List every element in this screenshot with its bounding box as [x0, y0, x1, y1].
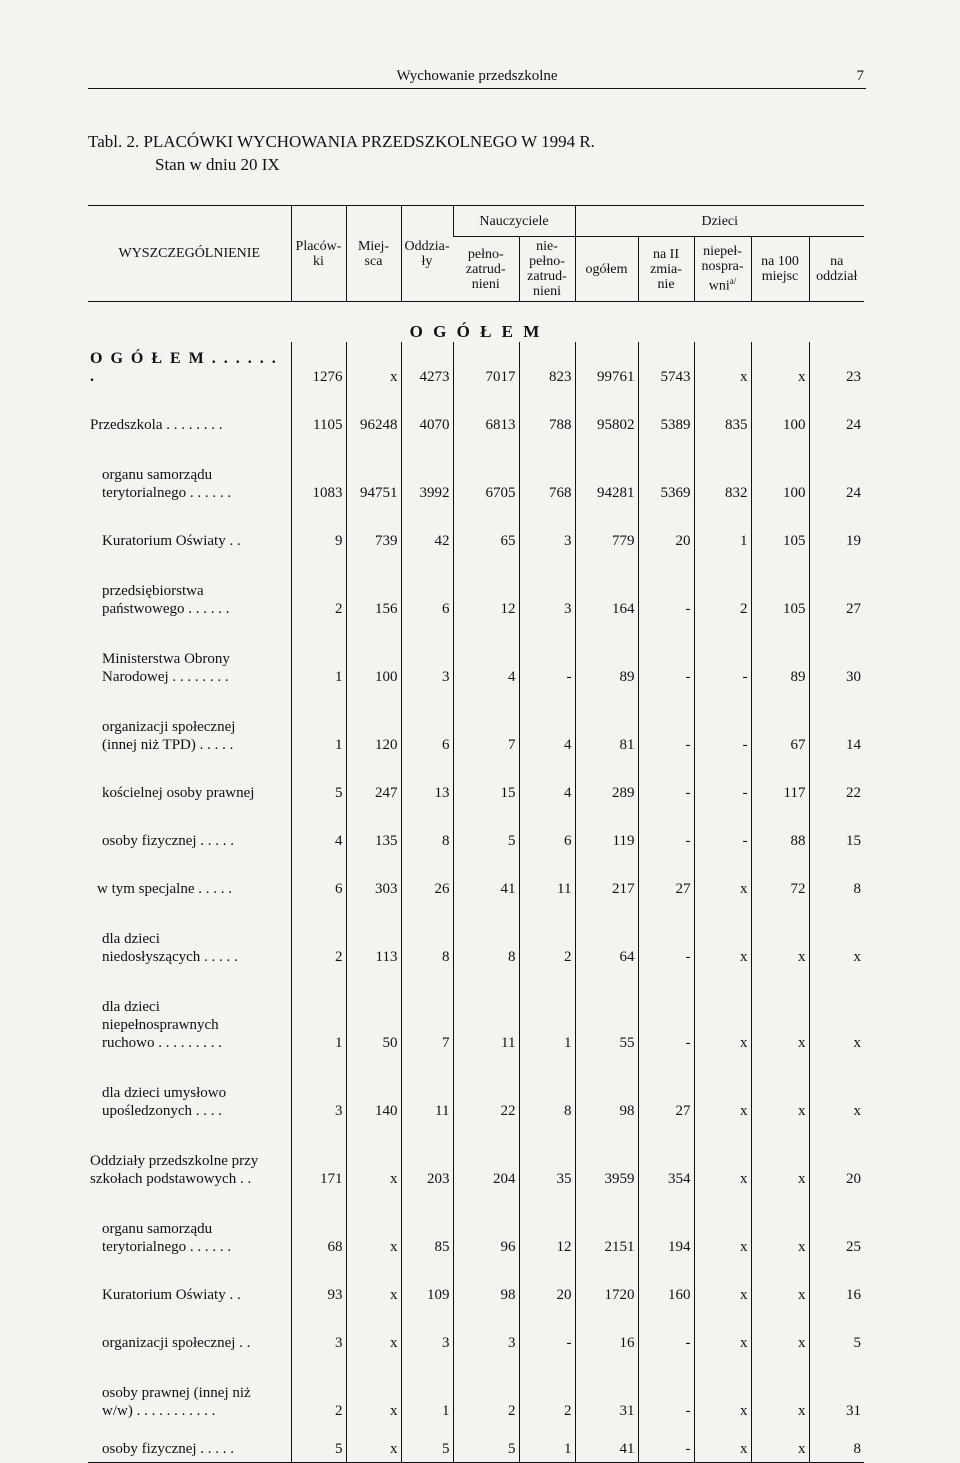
- row-label: [88, 1260, 291, 1308]
- cell-value: 100: [346, 622, 401, 690]
- cell-value: 247: [346, 758, 401, 806]
- cell-value: 14: [809, 690, 864, 758]
- header-wyszczegolnienie: WYSZCZEGÓLNIENIE: [88, 206, 291, 302]
- cell-value: 3992: [401, 438, 453, 506]
- header-miejsca: Miej- sca: [346, 206, 401, 302]
- cell-value: x: [346, 1424, 401, 1463]
- cell-value: 93: [291, 1260, 346, 1308]
- cell-value: x: [751, 902, 809, 970]
- cell-value: 739: [346, 506, 401, 554]
- cell-value: 6: [291, 854, 346, 902]
- cell-value: 105: [751, 554, 809, 622]
- table-subtitle: Stan w dniu 20 IX: [155, 155, 280, 174]
- cell-value: 95802: [575, 390, 638, 438]
- table-row: [88, 1308, 864, 1356]
- cell-value: 119: [575, 806, 638, 854]
- cell-value: x: [751, 1124, 809, 1192]
- cell-value: 160: [638, 1260, 694, 1308]
- cell-value: 779: [575, 506, 638, 554]
- cell-value: 194: [638, 1192, 694, 1260]
- cell-value: 1720: [575, 1260, 638, 1308]
- cell-value: 98: [453, 1260, 519, 1308]
- cell-value: 1276: [291, 342, 346, 390]
- table-row: [88, 1124, 864, 1192]
- cell-value: 65: [453, 506, 519, 554]
- cell-value: 26: [401, 854, 453, 902]
- cell-value: 100: [751, 390, 809, 438]
- cell-value: 4: [453, 622, 519, 690]
- cell-value: x: [809, 902, 864, 970]
- row-label: [88, 506, 291, 554]
- row-label-text: kościelnej osoby prawnej: [102, 785, 255, 801]
- cell-value: 55: [575, 970, 638, 1056]
- cell-value: 22: [453, 1056, 519, 1124]
- cell-value: 15: [809, 806, 864, 854]
- cell-value: -: [638, 902, 694, 970]
- table-row: [88, 1356, 864, 1424]
- cell-value: 1083: [291, 438, 346, 506]
- cell-value: -: [638, 758, 694, 806]
- row-label-text: O G Ó Ł E M . . . . . . .: [90, 350, 278, 385]
- cell-value: 105: [751, 506, 809, 554]
- header-dzieci: Dzieci: [575, 206, 864, 237]
- cell-value: x: [346, 1356, 401, 1424]
- header-na-ii-zmianie: na II zmia- nie: [638, 237, 694, 302]
- cell-value: 50: [346, 970, 401, 1056]
- header-oddzialy: Oddzia- ły: [401, 206, 453, 302]
- cell-value: 94281: [575, 438, 638, 506]
- cell-value: 27: [809, 554, 864, 622]
- cell-value: 6813: [453, 390, 519, 438]
- cell-value: 3: [401, 1308, 453, 1356]
- cell-value: x: [694, 1356, 751, 1424]
- row-label-text: osoby prawnej (innej niż w/w) . . . . . . . . . . .: [102, 1385, 251, 1419]
- row-label: [88, 1192, 291, 1260]
- row-label-text: Kuratorium Oświaty . .: [102, 533, 241, 549]
- cell-value: 13: [401, 758, 453, 806]
- cell-value: 788: [519, 390, 575, 438]
- cell-value: 164: [575, 554, 638, 622]
- table-row: [88, 758, 864, 806]
- cell-value: -: [638, 970, 694, 1056]
- cell-value: x: [809, 1056, 864, 1124]
- table-row: [88, 506, 864, 554]
- cell-value: 832: [694, 438, 751, 506]
- row-label-text: przedsiębiorstwa państwowego . . . . . .: [102, 583, 230, 617]
- cell-value: -: [638, 1308, 694, 1356]
- table-row: [88, 970, 864, 1056]
- row-label: [88, 554, 291, 622]
- cell-value: 1: [291, 690, 346, 758]
- table-row: [88, 342, 864, 390]
- cell-value: 289: [575, 758, 638, 806]
- cell-value: 27: [638, 1056, 694, 1124]
- cell-value: x: [694, 1124, 751, 1192]
- cell-value: 72: [751, 854, 809, 902]
- cell-value: 41: [453, 854, 519, 902]
- row-label: [88, 806, 291, 854]
- cell-value: x: [751, 1424, 809, 1463]
- section-title-row: [88, 302, 864, 343]
- cell-value: 89: [575, 622, 638, 690]
- cell-value: -: [638, 554, 694, 622]
- cell-value: 113: [346, 902, 401, 970]
- cell-value: 12: [519, 1192, 575, 1260]
- table-row: [88, 554, 864, 622]
- cell-value: 2: [453, 1356, 519, 1424]
- running-head: [88, 66, 866, 89]
- table-row: [88, 622, 864, 690]
- cell-value: 8: [809, 1424, 864, 1463]
- cell-value: 3: [291, 1056, 346, 1124]
- cell-value: x: [694, 1260, 751, 1308]
- data-table: [88, 205, 864, 1463]
- cell-value: 120: [346, 690, 401, 758]
- cell-value: 6705: [453, 438, 519, 506]
- cell-value: 85: [401, 1192, 453, 1260]
- table-header: [88, 206, 864, 302]
- cell-value: 217: [575, 854, 638, 902]
- cell-value: 5: [809, 1308, 864, 1356]
- row-label: [88, 342, 291, 390]
- cell-value: 8: [401, 902, 453, 970]
- cell-value: x: [751, 1308, 809, 1356]
- cell-value: 25: [809, 1192, 864, 1260]
- cell-value: 88: [751, 806, 809, 854]
- row-label: [88, 622, 291, 690]
- cell-value: 4: [519, 758, 575, 806]
- table-row: [88, 690, 864, 758]
- cell-value: x: [346, 342, 401, 390]
- row-label-text: dla dzieci umysłowo upośledzonych . . . .: [102, 1085, 227, 1119]
- cell-value: 203: [401, 1124, 453, 1192]
- row-label: [88, 1124, 291, 1192]
- cell-value: 16: [809, 1260, 864, 1308]
- cell-value: 2: [291, 554, 346, 622]
- cell-value: x: [694, 970, 751, 1056]
- cell-value: 41: [575, 1424, 638, 1463]
- cell-value: 3: [453, 1308, 519, 1356]
- cell-value: 11: [401, 1056, 453, 1124]
- running-head-title: Wychowanie przedszkolne: [396, 68, 558, 84]
- cell-value: 5369: [638, 438, 694, 506]
- cell-value: 835: [694, 390, 751, 438]
- cell-value: 1: [401, 1356, 453, 1424]
- cell-value: 8: [401, 806, 453, 854]
- cell-value: 303: [346, 854, 401, 902]
- cell-value: x: [694, 902, 751, 970]
- cell-value: 823: [519, 342, 575, 390]
- row-label-text: dla dzieci niepełnosprawnych ruchowo . . . . . . . . .: [102, 999, 222, 1051]
- page-number: 7: [856, 68, 864, 84]
- cell-value: x: [694, 1424, 751, 1463]
- cell-value: 8: [809, 854, 864, 902]
- row-label: [88, 854, 291, 902]
- row-label: [88, 690, 291, 758]
- cell-value: 768: [519, 438, 575, 506]
- cell-value: 11: [453, 970, 519, 1056]
- row-label-text: organu samorządu terytorialnego . . . . . .: [102, 467, 232, 501]
- cell-value: -: [694, 806, 751, 854]
- cell-value: 15: [453, 758, 519, 806]
- cell-value: 1105: [291, 390, 346, 438]
- cell-value: 3: [519, 506, 575, 554]
- cell-value: 64: [575, 902, 638, 970]
- cell-value: 35: [519, 1124, 575, 1192]
- cell-value: 20: [638, 506, 694, 554]
- table-row: [88, 806, 864, 854]
- row-label-text: w tym specjalne . . . . .: [97, 881, 232, 897]
- table-row: [88, 1192, 864, 1260]
- cell-value: x: [346, 1192, 401, 1260]
- cell-value: 100: [751, 438, 809, 506]
- table-body: [88, 302, 864, 1463]
- cell-value: 117: [751, 758, 809, 806]
- cell-value: -: [638, 622, 694, 690]
- cell-value: x: [694, 1308, 751, 1356]
- header-na-100-miejsc: na 100 miejsc: [751, 237, 809, 302]
- header-niepelnozatrudnieni: nie- pełno- zatrud- nieni: [519, 237, 575, 302]
- cell-value: 24: [809, 390, 864, 438]
- cell-value: x: [809, 970, 864, 1056]
- header-niepelnosprawni-label: niepeł- nospra- wni: [701, 244, 744, 294]
- cell-value: -: [519, 1308, 575, 1356]
- row-label-text: osoby fizycznej . . . . .: [102, 1441, 235, 1457]
- cell-value: x: [751, 1192, 809, 1260]
- table-row: [88, 390, 864, 438]
- cell-value: 4070: [401, 390, 453, 438]
- cell-value: 5: [291, 1424, 346, 1463]
- header-placowki: Placów- ki: [291, 206, 346, 302]
- row-label-text: organu samorządu terytorialnego . . . . . .: [102, 1221, 232, 1255]
- cell-value: 3959: [575, 1124, 638, 1192]
- cell-value: 7: [453, 690, 519, 758]
- cell-value: 3: [519, 554, 575, 622]
- cell-value: 4: [519, 690, 575, 758]
- cell-value: 2151: [575, 1192, 638, 1260]
- cell-value: 156: [346, 554, 401, 622]
- cell-value: 8: [519, 1056, 575, 1124]
- cell-value: x: [694, 342, 751, 390]
- cell-value: 5: [401, 1424, 453, 1463]
- cell-value: -: [694, 690, 751, 758]
- cell-value: 109: [401, 1260, 453, 1308]
- cell-value: -: [638, 806, 694, 854]
- cell-value: 5: [453, 1424, 519, 1463]
- header-niepelnosprawni: [694, 237, 751, 302]
- cell-value: 5743: [638, 342, 694, 390]
- row-label: [88, 1424, 291, 1463]
- cell-value: x: [751, 1056, 809, 1124]
- row-label-text: Kuratorium Oświaty . .: [102, 1287, 241, 1303]
- cell-value: 19: [809, 506, 864, 554]
- cell-value: 98: [575, 1056, 638, 1124]
- cell-value: 5389: [638, 390, 694, 438]
- cell-value: 8: [453, 902, 519, 970]
- cell-value: 1: [291, 970, 346, 1056]
- cell-value: 11: [519, 854, 575, 902]
- table-row: [88, 1056, 864, 1124]
- table-row: [88, 902, 864, 970]
- cell-value: 89: [751, 622, 809, 690]
- row-label: [88, 1356, 291, 1424]
- cell-value: 31: [575, 1356, 638, 1424]
- row-label-text: dla dzieci niedosłyszących . . . . .: [102, 931, 238, 965]
- cell-value: 27: [638, 854, 694, 902]
- cell-value: 22: [809, 758, 864, 806]
- footnote-marker: a/: [729, 276, 737, 287]
- cell-value: 30: [809, 622, 864, 690]
- row-label: [88, 758, 291, 806]
- cell-value: x: [751, 342, 809, 390]
- cell-value: 7017: [453, 342, 519, 390]
- cell-value: 4273: [401, 342, 453, 390]
- cell-value: 94751: [346, 438, 401, 506]
- cell-value: -: [638, 690, 694, 758]
- cell-value: x: [751, 1356, 809, 1424]
- cell-value: 68: [291, 1192, 346, 1260]
- cell-value: x: [346, 1260, 401, 1308]
- cell-value: -: [638, 1424, 694, 1463]
- table-row: [88, 438, 864, 506]
- cell-value: 9: [291, 506, 346, 554]
- row-label: [88, 1056, 291, 1124]
- header-na-oddzial: na oddział: [809, 237, 864, 302]
- cell-value: x: [346, 1308, 401, 1356]
- cell-value: 7: [401, 970, 453, 1056]
- row-label-text: Ministerstwa Obrony Narodowej . . . . . . . .: [102, 651, 230, 685]
- cell-value: x: [694, 854, 751, 902]
- cell-value: 96248: [346, 390, 401, 438]
- header-dzieci-ogolem: ogółem: [575, 237, 638, 302]
- row-label-text: organizacji społecznej . .: [102, 1335, 251, 1351]
- cell-value: 2: [519, 902, 575, 970]
- cell-value: 20: [809, 1124, 864, 1192]
- cell-value: 2: [291, 902, 346, 970]
- cell-value: 12: [453, 554, 519, 622]
- cell-value: 2: [519, 1356, 575, 1424]
- cell-value: 2: [694, 554, 751, 622]
- cell-value: x: [694, 1192, 751, 1260]
- cell-value: -: [694, 622, 751, 690]
- cell-value: 140: [346, 1056, 401, 1124]
- cell-value: 135: [346, 806, 401, 854]
- cell-value: 3: [401, 622, 453, 690]
- cell-value: 31: [809, 1356, 864, 1424]
- cell-value: 24: [809, 438, 864, 506]
- table-row: [88, 854, 864, 902]
- row-label: [88, 902, 291, 970]
- cell-value: 204: [453, 1124, 519, 1192]
- cell-value: 67: [751, 690, 809, 758]
- header-pelnozatrudnieni: pełno- zatrud- nieni: [453, 237, 519, 302]
- cell-value: 20: [519, 1260, 575, 1308]
- cell-value: 42: [401, 506, 453, 554]
- cell-value: 6: [401, 690, 453, 758]
- cell-value: 3: [291, 1308, 346, 1356]
- cell-value: 6: [401, 554, 453, 622]
- header-nauczyciele: Nauczyciele: [453, 206, 575, 237]
- cell-value: 5: [453, 806, 519, 854]
- cell-value: 1: [291, 622, 346, 690]
- cell-value: 354: [638, 1124, 694, 1192]
- cell-value: -: [694, 758, 751, 806]
- cell-value: 1: [519, 970, 575, 1056]
- cell-value: x: [346, 1124, 401, 1192]
- cell-value: 2: [291, 1356, 346, 1424]
- row-label-text: organizacji społecznej (innej niż TPD) . . . . .: [102, 719, 236, 753]
- row-label-text: Przedszkola . . . . . . . .: [90, 417, 223, 433]
- cell-value: -: [638, 1356, 694, 1424]
- row-label-text: osoby fizycznej . . . . .: [102, 833, 235, 849]
- cell-value: 81: [575, 690, 638, 758]
- cell-value: -: [519, 622, 575, 690]
- table-row: [88, 1424, 864, 1463]
- cell-value: 99761: [575, 342, 638, 390]
- cell-value: 171: [291, 1124, 346, 1192]
- cell-value: 1: [519, 1424, 575, 1463]
- cell-value: 5: [291, 758, 346, 806]
- row-label: [88, 390, 291, 438]
- cell-value: x: [694, 1056, 751, 1124]
- cell-value: x: [751, 970, 809, 1056]
- cell-value: x: [751, 1260, 809, 1308]
- section-title: O G Ó Ł E M: [409, 322, 543, 341]
- cell-value: 16: [575, 1308, 638, 1356]
- table-title: Tabl. 2. PLACÓWKI WYCHOWANIA PRZEDSZKOLNEGO W 1994 R.: [88, 132, 595, 151]
- row-label: [88, 970, 291, 1056]
- cell-value: 4: [291, 806, 346, 854]
- row-label: [88, 438, 291, 506]
- cell-value: 96: [453, 1192, 519, 1260]
- row-label-text: Oddziały przedszkolne przy szkołach podstawowych . .: [90, 1153, 259, 1187]
- cell-value: 6: [519, 806, 575, 854]
- row-label: [88, 1308, 291, 1356]
- table-row: [88, 1260, 864, 1308]
- cell-value: 1: [694, 506, 751, 554]
- cell-value: 23: [809, 342, 864, 390]
